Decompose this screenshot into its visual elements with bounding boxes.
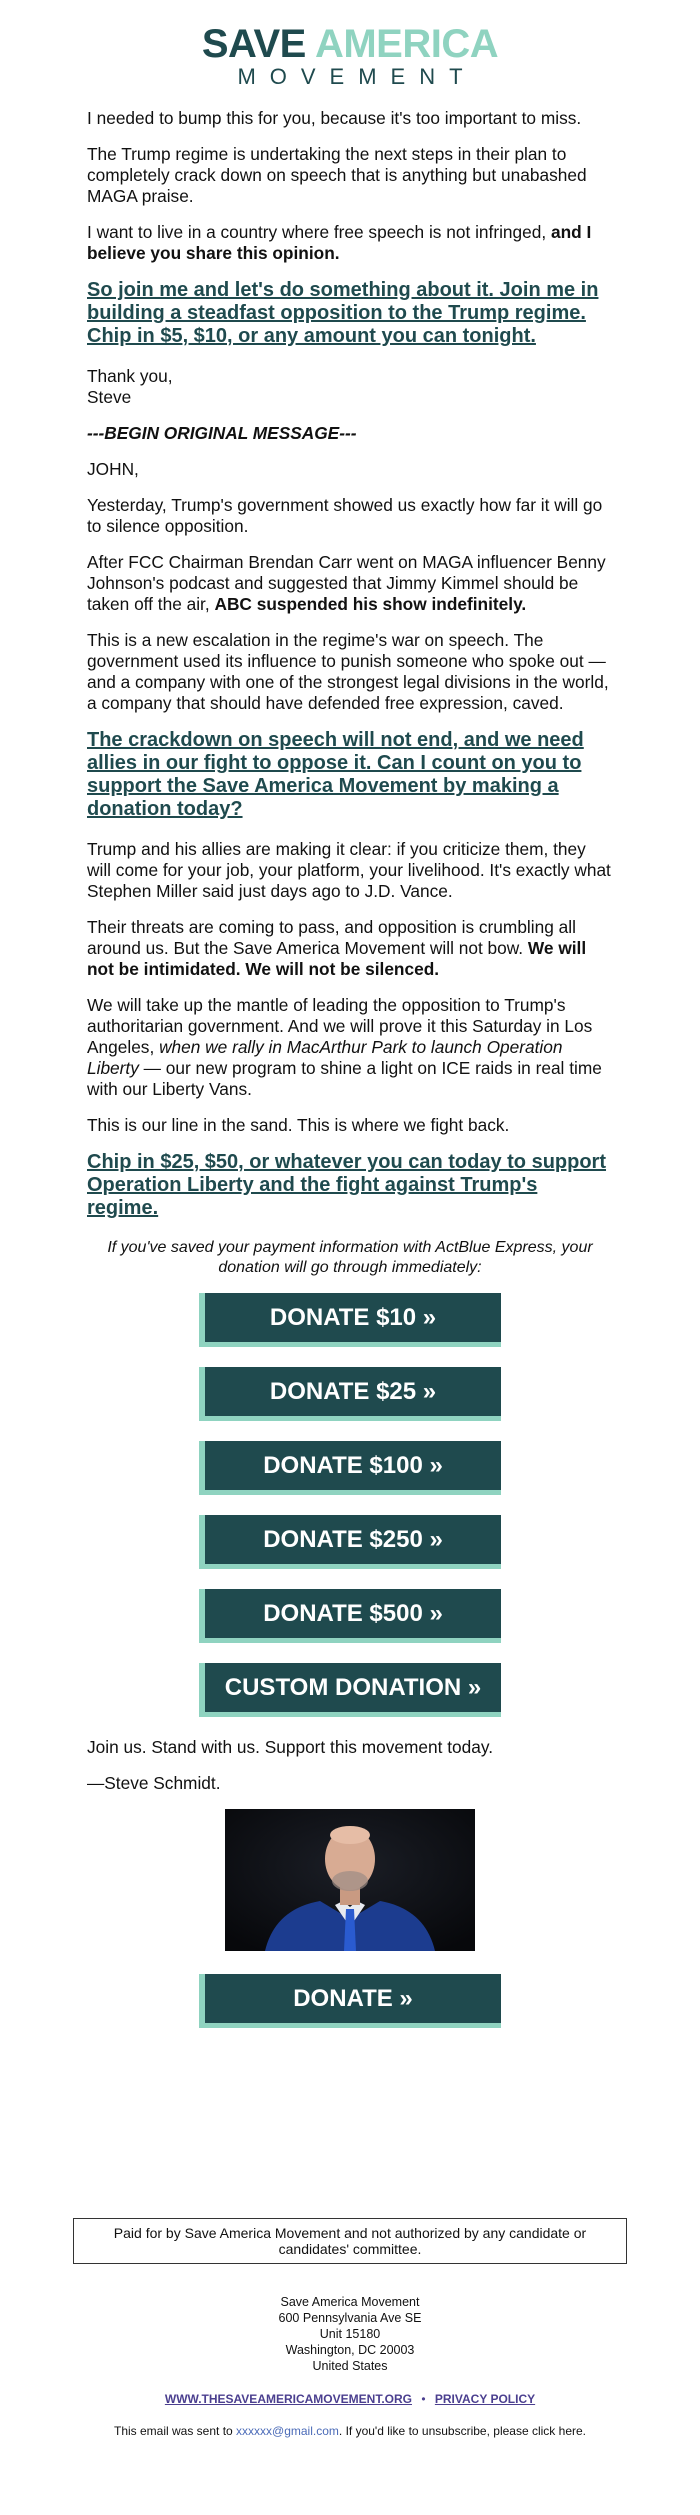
intro-paragraph-2: The Trump regime is undertaking the next steps in their plan to completely crack down on speech that is anything but unabashed MAGA praise. bbox=[87, 144, 587, 206]
custom-donation-button[interactable]: CUSTOM DONATION » bbox=[199, 1663, 501, 1717]
logo-word-movement: MOVEMENT bbox=[237, 64, 477, 89]
message-paragraph-3: This is a new escalation in the regime's war on speech. The government used its influence to punish someone who spoke out — and a company with one of the strongest legal divisions in the world, a company that should have defended free expression, caved. bbox=[87, 630, 609, 713]
message-paragraph-7: This is our line in the sand. This is where we fight back. bbox=[87, 1115, 510, 1135]
message-paragraph-5: Their threats are coming to pass, and opposition is crumbling all around us. But the Save America Movement will not bow. We will not be intimidated. We will not be silenced. bbox=[87, 917, 587, 979]
closing-paragraph-1: Join us. Stand with us. Support this movement today. bbox=[87, 1737, 493, 1757]
donate-25-button[interactable]: DONATE $25 » bbox=[199, 1367, 501, 1421]
intro-paragraph-1: I needed to bump this for you, because it's too important to miss. bbox=[87, 108, 582, 128]
original-message-marker: ---BEGIN ORIGINAL MESSAGE--- bbox=[87, 423, 357, 443]
logo-word-america: AMERICA bbox=[314, 22, 499, 66]
steve-schmidt-photo bbox=[225, 1809, 475, 1951]
portrait-illustration bbox=[225, 1809, 475, 1951]
footer-links bbox=[0, 2392, 700, 2406]
donate-250-button[interactable]: DONATE $250 » bbox=[199, 1515, 501, 1569]
email-body bbox=[0, 108, 700, 1278]
intro-paragraph-3: I want to live in a country where free speech is not infringed, and I believe you share this opinion. bbox=[87, 222, 592, 263]
donate-500-button[interactable]: DONATE $500 » bbox=[199, 1589, 501, 1643]
unsubscribe-notice: This email was sent to xxxxxx@gmail.com. If you'd like to unsubscribe, please click here. bbox=[113, 2424, 586, 2438]
cta-link-opposition[interactable]: So join me and let's do something about it. Join me in building a steadfast opposition to the Trump regime. Chip in $5, $10, or any amount you can tonight. bbox=[87, 279, 599, 347]
recipient-email: xxxxxx@gmail.com bbox=[236, 2424, 339, 2438]
message-paragraph-2: After FCC Chairman Brendan Carr went on MAGA influencer Benny Johnson's podcast and suggested that Jimmy Kimmel should be taken off the air, ABC suspended his show indefinitely. bbox=[87, 552, 606, 614]
closing-signature: —Steve Schmidt. bbox=[87, 1773, 221, 1793]
footer-separator: • bbox=[421, 2392, 426, 2406]
privacy-policy-link[interactable]: PRIVACY POLICY bbox=[434, 2392, 536, 2406]
save-america-logo bbox=[0, 0, 700, 92]
message-paragraph-6: We will take up the mantle of leading the opposition to Trump's authoritarian government. And we will prove it this Saturday in Los Angeles, when we rally in MacArthur Park to launch Operation Liberty — our new program to shine a light on ICE raids in real time with our Liberty Vans. bbox=[87, 995, 602, 1099]
logo-word-save: SAVE bbox=[201, 22, 306, 66]
actblue-express-note: If you've saved your payment information with ActBlue Express, your donation will go through immediately: bbox=[107, 1239, 593, 1276]
signature-block: Thank you, Steve bbox=[87, 366, 173, 407]
message-paragraph-1: Yesterday, Trump's government showed us exactly how far it will go to silence opposition. bbox=[87, 495, 603, 536]
message-paragraph-4: Trump and his allies are making it clear: if you criticize them, they will come for your job, your platform, your livelihood. It's exactly what Stephen Miller said just days ago to J.D. Vance. bbox=[87, 839, 611, 901]
donate-10-button[interactable]: DONATE $10 » bbox=[199, 1293, 501, 1347]
donate-button[interactable]: DONATE » bbox=[199, 1974, 501, 2028]
greeting: JOHN, bbox=[87, 459, 139, 479]
website-link[interactable]: WWW.THESAVEAMERICAMOVEMENT.ORG bbox=[164, 2392, 412, 2406]
cta-link-operation-liberty[interactable]: Chip in $25, $50, or whatever you can today to support Operation Liberty and the fight against Trump's regime. bbox=[87, 1151, 607, 1219]
unsubscribe-link[interactable]: . If you'd like to unsubscribe, please click here. bbox=[338, 2424, 586, 2438]
cta-link-support[interactable]: The crackdown on speech will not end, and we need allies in our fight to oppose it. Can I count on you to support the Save America Movement by making a donation today? bbox=[87, 729, 584, 820]
donate-100-button[interactable]: DONATE $100 » bbox=[199, 1441, 501, 1495]
paid-for-disclaimer: Paid for by Save America Movement and not authorized by any candidate or candidates' committee. bbox=[73, 2218, 627, 2264]
mailing-address: Save America Movement 600 Pennsylvania Ave SE Unit 15180 Washington, DC 20003 United States bbox=[278, 2295, 422, 2373]
